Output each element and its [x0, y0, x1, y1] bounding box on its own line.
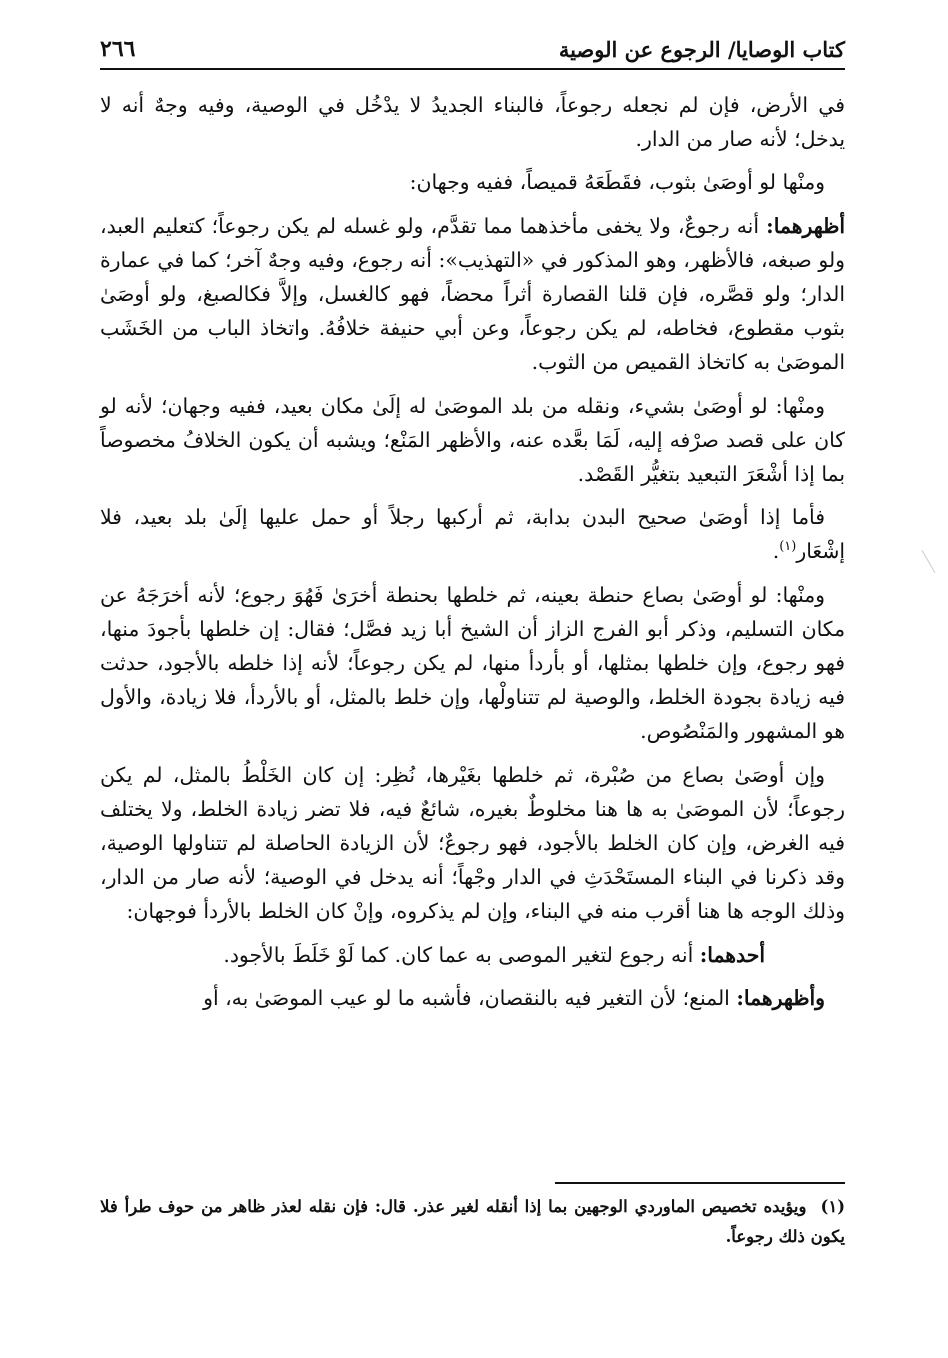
paragraph-lead: أحدهما:	[699, 942, 765, 967]
paragraph	[100, 938, 845, 972]
paragraph	[100, 981, 845, 1015]
paragraph-text: أنه رجوعٌ، ولا يخفى مأخذهما مما تقدَّم، ولو غسله لم يكن رجوعاً؛ كتعليم العبد، ولو صبغه، فالأظهر، وهو المذكور في «التهذيب»: أنه رجوع، وفيه وجهٌ آخر؛ كما في عمارة الدار؛ ولو قصَّره، فإن قلنا القصارة أثراً محضاً، فهو كالغسل، وإلاَّ فكالصبغ، ولو أوصَىٰ بثوب مقطوع، فخاطه، لم يكن رجوعاً، وعن أبي حنيفة خلافُهُ. واتخاذ الباب من الخَشَب الموصَىٰ به كاتخاذ القميص من الثوب.	[100, 213, 846, 375]
paragraph-text: فأما إذا أوصَىٰ صحيح البدن بدابة، ثم أركبها رجلاً أو حمل عليها إلَىٰ بلد بعيد، فلا إشْعَار	[100, 505, 845, 564]
paragraph	[100, 500, 845, 568]
footnote-divider	[555, 1182, 845, 1184]
paragraph	[100, 165, 845, 199]
paragraph	[100, 578, 845, 749]
paragraph-lead: أظهرهما:	[766, 213, 845, 238]
paragraph	[100, 758, 845, 929]
footnote-text: ويؤيده تخصيص الماوردي الوجهين بما إذا أنقله لغير عذر. قال: فإن نقله لعذر ظاهر من حوف طرأ فلا يكون ذلك رجوعاً.	[100, 1197, 845, 1246]
paragraph-text: ومنْها: لو أوصَىٰ بصاع حنطة بعينه، ثم خلطها بحنطة أخرَىٰ فَهُوَ رجوع؛ لأنه أخرَجَهُ عن مكان التسليم، وذكر أبو الفرج الزاز أن الشيخ أبا زيد فصَّل؛ فقال: إن خلطها بأجودَ منها، فهو رجوع، وإن خلطها بمثلها، أو بأردأ منها، لم يكن رجوعاً؛ لأنه إذا خلطه بالأجود، حدثت فيه زيادة بجودة الخلط، والوصية لم تتناولْها، وإن خلط بالمثل، أو بالأردأ، فلا زيادة، والأول هو المشهور والمَنْصُوص.	[100, 582, 845, 744]
paragraph-text: في الأرض، فإن لم نجعله رجوعاً، فالبناء الجديدُ لا يدْخُل في الوصية، وفيه وجهٌ أنه لا يدخل؛ لأنه صار من الدار.	[100, 93, 845, 152]
paragraph	[100, 389, 845, 492]
paragraph-text: المنع؛ لأن التغير فيه بالنقصان، فأشبه ما لو عيب الموصَىٰ به، أو	[203, 985, 737, 1010]
chapter-title: كتاب الوصايا/ الرجوع عن الوصية	[558, 37, 845, 62]
scan-artifact	[922, 543, 948, 573]
footnote-number: (١)	[820, 1197, 845, 1216]
footnote	[100, 1192, 845, 1252]
paragraph-text: ومنْها لو أوصَىٰ بثوب، فقَطَعَهُ قميصاً، ففيه وجهان:	[409, 170, 825, 195]
paragraph-text: ومنْها: لو أوصَىٰ بشيء، ونقله من بلد الموصَىٰ له إلَىٰ مكان بعيد، ففيه وجهان؛ لأنه لو كان على قصد صرْفه إليه، لَمَا بعَّده عنه، والأظهر المَنْع؛ ويشبه أن يكون الخلافُ مخصوصاً بما إذا أشْعَرَ التبعيد بتغيُّر القَصْد.	[100, 393, 845, 487]
paragraph	[100, 209, 845, 380]
paragraph	[100, 88, 845, 156]
footnote-reference[interactable]: (١)	[779, 539, 797, 555]
paragraph-text: أنه رجوع لتغير الموصى به عما كان. كما لَوْ خَلَطَ بالأجود.	[223, 942, 700, 967]
page-number: ٢٦٦	[100, 36, 136, 62]
running-header	[100, 30, 845, 70]
main-text	[100, 88, 845, 1015]
paragraph-text: وإن أوصَىٰ بصاع من صُبْرة، ثم خلطها بغَيْرها، نُظِر: إن كان الخَلْطُ بالمثل، لم يكن رجوعاً؛ لأن الموصَىٰ به ها هنا مخلوطٌ بغيره، شائعٌ فيه، فلا تضر زيادة الخلط، ولا يختلف فيه الغرض، وإن كان الخلط بالأجود، فهو رجوعٌ؛ لأن الزيادة الحاصلة لم تتناولها الوصية، وقد ذكرنا في البناء المستَحْدَثِ في الدار وجْهاً؛ أنه يدخل في الوصية؛ لأنه صار من الدار، وذلك الوجه ها هنا أقرب منه في البناء، وإن لم يذكروه، وإنْ كان الخلط بالأردأ فوجهان:	[100, 762, 845, 924]
book-page	[100, 30, 845, 1330]
paragraph-text-end: .	[772, 539, 780, 564]
paragraph-lead: وأظهرهما:	[736, 985, 825, 1010]
